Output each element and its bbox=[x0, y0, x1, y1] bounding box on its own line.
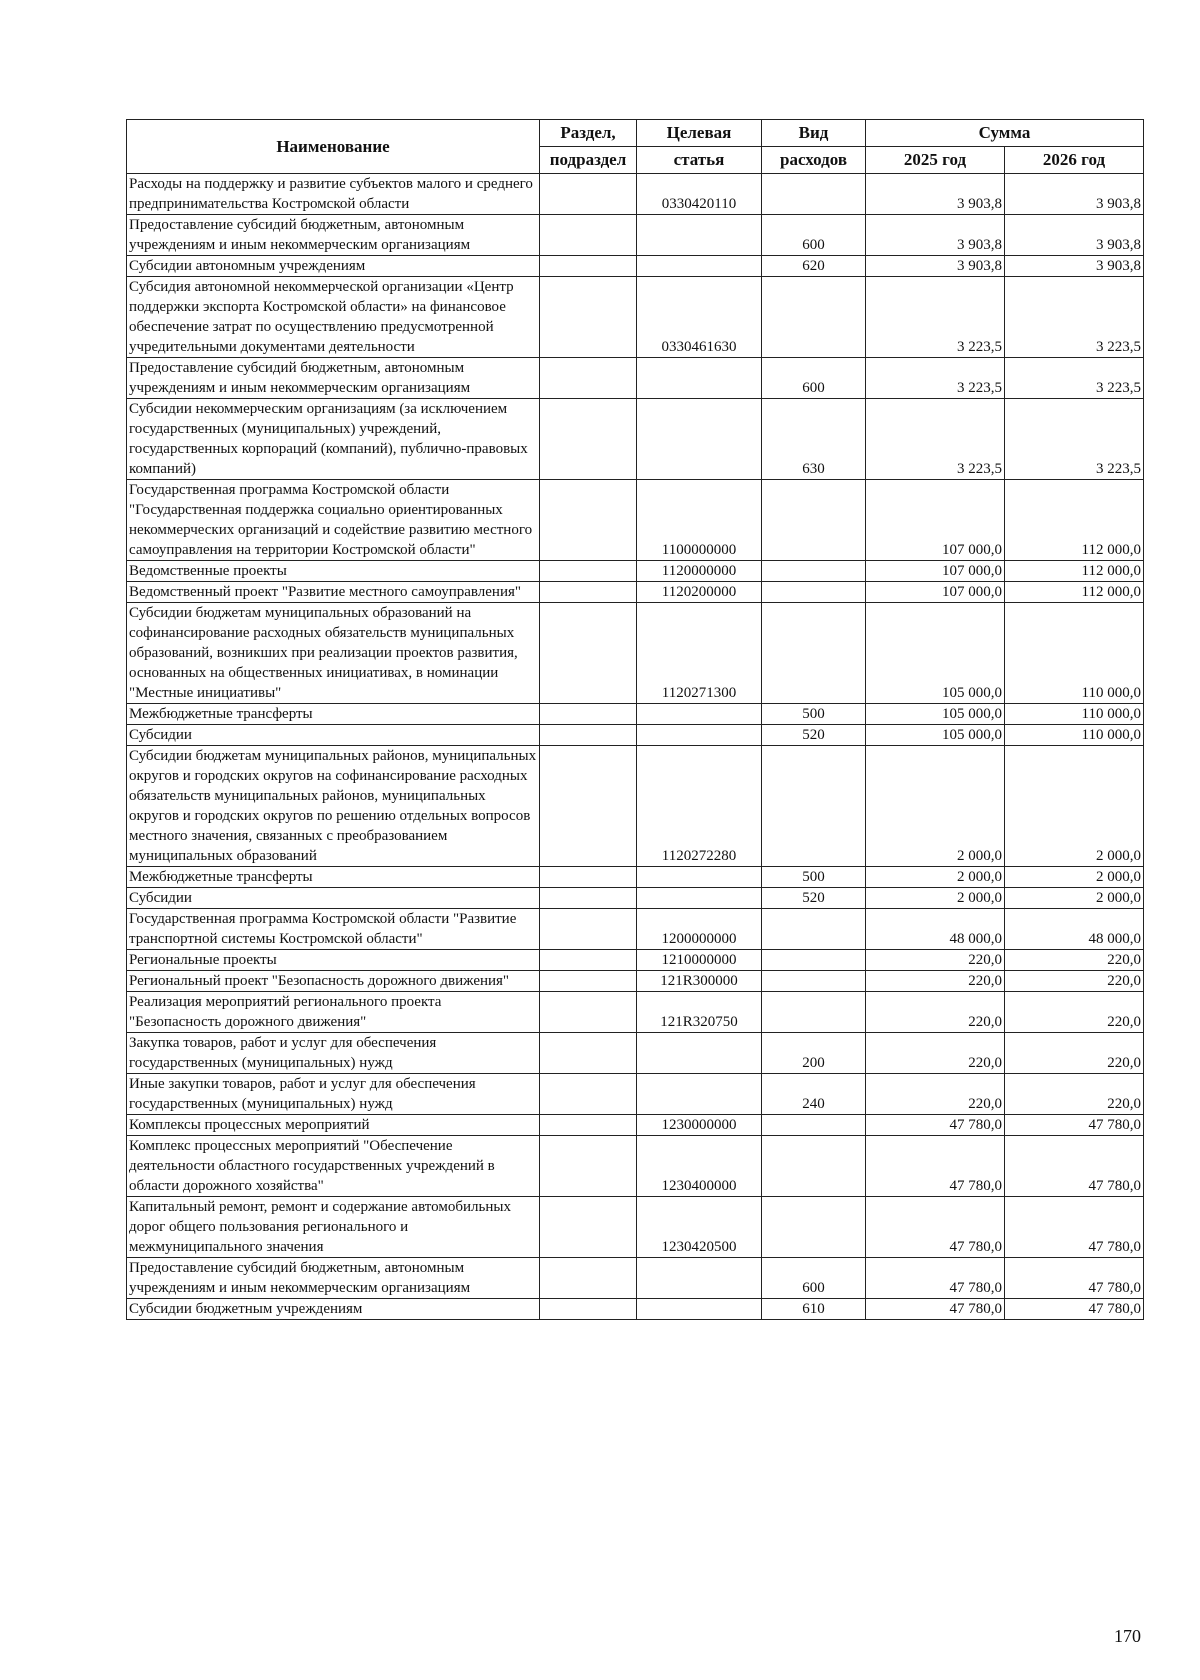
cell-target: 1120200000 bbox=[637, 582, 762, 603]
cell-2026: 112 000,0 bbox=[1005, 582, 1144, 603]
cell-section bbox=[540, 480, 637, 561]
cell-section bbox=[540, 1299, 637, 1320]
cell-kind: 520 bbox=[762, 888, 866, 909]
cell-kind bbox=[762, 480, 866, 561]
cell-name: Реализация мероприятий регионального проекта "Безопасность дорожного движения" bbox=[127, 992, 540, 1033]
cell-2026: 220,0 bbox=[1005, 1074, 1144, 1115]
table-row bbox=[127, 1258, 1144, 1299]
table-row bbox=[127, 888, 1144, 909]
cell-name: Расходы на поддержку и развитие субъектов малого и среднего предпринимательства Костромской области bbox=[127, 174, 540, 215]
table-row bbox=[127, 1074, 1144, 1115]
table-row bbox=[127, 725, 1144, 746]
cell-2026: 3 903,8 bbox=[1005, 174, 1144, 215]
cell-section bbox=[540, 725, 637, 746]
cell-2026: 3 223,5 bbox=[1005, 399, 1144, 480]
cell-kind: 600 bbox=[762, 358, 866, 399]
cell-target bbox=[637, 1033, 762, 1074]
cell-2026: 2 000,0 bbox=[1005, 746, 1144, 867]
cell-2026: 220,0 bbox=[1005, 971, 1144, 992]
table-row bbox=[127, 867, 1144, 888]
cell-2026: 3 903,8 bbox=[1005, 215, 1144, 256]
cell-section bbox=[540, 971, 637, 992]
cell-section bbox=[540, 1197, 637, 1258]
cell-2025: 220,0 bbox=[866, 971, 1005, 992]
cell-kind bbox=[762, 561, 866, 582]
cell-section bbox=[540, 704, 637, 725]
cell-target bbox=[637, 256, 762, 277]
cell-target bbox=[637, 399, 762, 480]
cell-name: Субсидия автономной некоммерческой организации «Центр поддержки экспорта Костромской области» на финансовое обеспечение затрат по осуществлению предусмотренной учредительными документами деятельности bbox=[127, 277, 540, 358]
cell-2025: 220,0 bbox=[866, 992, 1005, 1033]
header-kind-line2: расходов bbox=[762, 147, 866, 174]
cell-section bbox=[540, 174, 637, 215]
cell-target: 0330461630 bbox=[637, 277, 762, 358]
cell-kind bbox=[762, 950, 866, 971]
cell-2026: 48 000,0 bbox=[1005, 909, 1144, 950]
cell-2026: 3 223,5 bbox=[1005, 277, 1144, 358]
cell-kind: 200 bbox=[762, 1033, 866, 1074]
header-year-2025: 2025 год bbox=[866, 147, 1005, 174]
table-row bbox=[127, 1136, 1144, 1197]
table-row bbox=[127, 561, 1144, 582]
table-row bbox=[127, 174, 1144, 215]
cell-kind bbox=[762, 1115, 866, 1136]
header-sum: Сумма bbox=[866, 120, 1144, 147]
cell-2025: 47 780,0 bbox=[866, 1197, 1005, 1258]
table-row bbox=[127, 399, 1144, 480]
cell-section bbox=[540, 603, 637, 704]
header-year-2026: 2026 год bbox=[1005, 147, 1144, 174]
table-row bbox=[127, 746, 1144, 867]
table-row bbox=[127, 1299, 1144, 1320]
cell-2026: 112 000,0 bbox=[1005, 561, 1144, 582]
header-section-line1: Раздел, bbox=[540, 120, 637, 147]
cell-kind bbox=[762, 277, 866, 358]
table-row bbox=[127, 277, 1144, 358]
cell-name: Региональные проекты bbox=[127, 950, 540, 971]
cell-section bbox=[540, 1074, 637, 1115]
table-row bbox=[127, 1115, 1144, 1136]
cell-target bbox=[637, 358, 762, 399]
cell-kind bbox=[762, 992, 866, 1033]
cell-2025: 3 223,5 bbox=[866, 358, 1005, 399]
cell-2026: 47 780,0 bbox=[1005, 1197, 1144, 1258]
cell-name: Предоставление субсидий бюджетным, автономным учреждениям и иным некоммерческим организациям bbox=[127, 1258, 540, 1299]
cell-2026: 3 903,8 bbox=[1005, 256, 1144, 277]
cell-target: 121R320750 bbox=[637, 992, 762, 1033]
table-row bbox=[127, 256, 1144, 277]
cell-2025: 105 000,0 bbox=[866, 603, 1005, 704]
cell-target: 121R300000 bbox=[637, 971, 762, 992]
cell-2025: 220,0 bbox=[866, 1074, 1005, 1115]
cell-2026: 110 000,0 bbox=[1005, 704, 1144, 725]
cell-target: 0330420110 bbox=[637, 174, 762, 215]
cell-2025: 105 000,0 bbox=[866, 725, 1005, 746]
table-row bbox=[127, 603, 1144, 704]
cell-kind bbox=[762, 1197, 866, 1258]
table-row bbox=[127, 971, 1144, 992]
table-header bbox=[127, 120, 1144, 174]
table-row bbox=[127, 480, 1144, 561]
cell-kind bbox=[762, 909, 866, 950]
cell-name: Предоставление субсидий бюджетным, автономным учреждениям и иным некоммерческим организациям bbox=[127, 358, 540, 399]
table-row bbox=[127, 215, 1144, 256]
cell-2026: 47 780,0 bbox=[1005, 1136, 1144, 1197]
cell-section bbox=[540, 256, 637, 277]
cell-name: Капитальный ремонт, ремонт и содержание автомобильных дорог общего пользования регионального и межмуниципального значения bbox=[127, 1197, 540, 1258]
cell-2025: 220,0 bbox=[866, 1033, 1005, 1074]
cell-2026: 47 780,0 bbox=[1005, 1115, 1144, 1136]
cell-name: Предоставление субсидий бюджетным, автономным учреждениям и иным некоммерческим организациям bbox=[127, 215, 540, 256]
cell-section bbox=[540, 992, 637, 1033]
cell-2026: 110 000,0 bbox=[1005, 603, 1144, 704]
header-kind-line1: Вид bbox=[762, 120, 866, 147]
table-row bbox=[127, 950, 1144, 971]
cell-section bbox=[540, 358, 637, 399]
cell-kind: 600 bbox=[762, 1258, 866, 1299]
cell-2025: 2 000,0 bbox=[866, 867, 1005, 888]
cell-2025: 3 903,8 bbox=[866, 215, 1005, 256]
header-target-line1: Целевая bbox=[637, 120, 762, 147]
cell-target: 1230000000 bbox=[637, 1115, 762, 1136]
cell-target bbox=[637, 867, 762, 888]
header-name: Наименование bbox=[127, 120, 540, 174]
cell-name: Комплексы процессных мероприятий bbox=[127, 1115, 540, 1136]
cell-2025: 47 780,0 bbox=[866, 1258, 1005, 1299]
cell-2025: 3 903,8 bbox=[866, 174, 1005, 215]
cell-2025: 3 223,5 bbox=[866, 277, 1005, 358]
cell-target: 1120272280 bbox=[637, 746, 762, 867]
cell-2026: 2 000,0 bbox=[1005, 888, 1144, 909]
cell-2026: 112 000,0 bbox=[1005, 480, 1144, 561]
cell-kind bbox=[762, 603, 866, 704]
cell-name: Межбюджетные трансферты bbox=[127, 704, 540, 725]
table-row bbox=[127, 1033, 1144, 1074]
cell-2026: 3 223,5 bbox=[1005, 358, 1144, 399]
cell-2025: 220,0 bbox=[866, 950, 1005, 971]
cell-2026: 2 000,0 bbox=[1005, 867, 1144, 888]
cell-section bbox=[540, 399, 637, 480]
table-row bbox=[127, 909, 1144, 950]
cell-2025: 107 000,0 bbox=[866, 480, 1005, 561]
cell-2026: 110 000,0 bbox=[1005, 725, 1144, 746]
cell-2025: 2 000,0 bbox=[866, 746, 1005, 867]
cell-2026: 220,0 bbox=[1005, 1033, 1144, 1074]
cell-2025: 3 223,5 bbox=[866, 399, 1005, 480]
cell-section bbox=[540, 746, 637, 867]
table-row bbox=[127, 992, 1144, 1033]
cell-2025: 47 780,0 bbox=[866, 1299, 1005, 1320]
cell-2025: 107 000,0 bbox=[866, 561, 1005, 582]
cell-2025: 107 000,0 bbox=[866, 582, 1005, 603]
cell-section bbox=[540, 561, 637, 582]
cell-name: Субсидии бюджетам муниципальных образований на софинансирование расходных обязательств муниципальных образований, возникших при реализации проектов развития, основанных на общественных инициативах, в номинации "Местные инициативы" bbox=[127, 603, 540, 704]
cell-kind bbox=[762, 1136, 866, 1197]
cell-target bbox=[637, 215, 762, 256]
cell-kind bbox=[762, 971, 866, 992]
cell-kind: 620 bbox=[762, 256, 866, 277]
cell-name: Субсидии bbox=[127, 888, 540, 909]
table-row bbox=[127, 582, 1144, 603]
cell-name: Государственная программа Костромской области "Государственная поддержка социально ориентированных некоммерческих организаций и содействие развитию местного самоуправления на территории Костромской области" bbox=[127, 480, 540, 561]
cell-target: 1210000000 bbox=[637, 950, 762, 971]
cell-kind: 500 bbox=[762, 867, 866, 888]
cell-name: Субсидии некоммерческим организациям (за исключением государственных (муниципальных) учреждений, государственных корпораций (компаний), публично-правовых компаний) bbox=[127, 399, 540, 480]
cell-2026: 47 780,0 bbox=[1005, 1258, 1144, 1299]
cell-2025: 2 000,0 bbox=[866, 888, 1005, 909]
cell-section bbox=[540, 1033, 637, 1074]
cell-target: 1200000000 bbox=[637, 909, 762, 950]
cell-2026: 220,0 bbox=[1005, 992, 1144, 1033]
table-body bbox=[127, 174, 1144, 1320]
cell-kind: 600 bbox=[762, 215, 866, 256]
cell-section bbox=[540, 888, 637, 909]
page-number: 170 bbox=[1114, 1626, 1141, 1646]
cell-kind: 500 bbox=[762, 704, 866, 725]
cell-section bbox=[540, 215, 637, 256]
cell-name: Субсидии бюджетным учреждениям bbox=[127, 1299, 540, 1320]
cell-target bbox=[637, 704, 762, 725]
cell-name: Иные закупки товаров, работ и услуг для обеспечения государственных (муниципальных) нужд bbox=[127, 1074, 540, 1115]
header-target-line2: статья bbox=[637, 147, 762, 174]
cell-target: 1120271300 bbox=[637, 603, 762, 704]
cell-2026: 220,0 bbox=[1005, 950, 1144, 971]
table-row bbox=[127, 704, 1144, 725]
cell-section bbox=[540, 950, 637, 971]
table-row bbox=[127, 1197, 1144, 1258]
cell-2025: 47 780,0 bbox=[866, 1136, 1005, 1197]
cell-target bbox=[637, 1074, 762, 1115]
cell-kind: 610 bbox=[762, 1299, 866, 1320]
cell-name: Региональный проект "Безопасность дорожного движения" bbox=[127, 971, 540, 992]
cell-target bbox=[637, 1258, 762, 1299]
cell-name: Межбюджетные трансферты bbox=[127, 867, 540, 888]
cell-target bbox=[637, 1299, 762, 1320]
cell-2026: 47 780,0 bbox=[1005, 1299, 1144, 1320]
cell-name: Субсидии автономным учреждениям bbox=[127, 256, 540, 277]
cell-kind bbox=[762, 582, 866, 603]
cell-section bbox=[540, 277, 637, 358]
cell-section bbox=[540, 909, 637, 950]
cell-target: 1100000000 bbox=[637, 480, 762, 561]
cell-kind bbox=[762, 746, 866, 867]
cell-kind bbox=[762, 174, 866, 215]
cell-name: Субсидии бюджетам муниципальных районов, муниципальных округов и городских округов на софинансирование расходных обязательств муниципальных районов, муниципальных округов и городских округов по решению отдельных вопросов местного значения, связанных с преобразованием муниципальных образований bbox=[127, 746, 540, 867]
cell-target: 1230420500 bbox=[637, 1197, 762, 1258]
cell-2025: 105 000,0 bbox=[866, 704, 1005, 725]
cell-name: Субсидии bbox=[127, 725, 540, 746]
cell-target: 1120000000 bbox=[637, 561, 762, 582]
cell-name: Закупка товаров, работ и услуг для обеспечения государственных (муниципальных) нужд bbox=[127, 1033, 540, 1074]
cell-target bbox=[637, 725, 762, 746]
cell-name: Комплекс процессных мероприятий "Обеспечение деятельности областного государственных учреждений в области дорожного хозяйства" bbox=[127, 1136, 540, 1197]
cell-section bbox=[540, 582, 637, 603]
cell-name: Ведомственные проекты bbox=[127, 561, 540, 582]
header-section-line2: подраздел bbox=[540, 147, 637, 174]
cell-name: Государственная программа Костромской области "Развитие транспортной системы Костромской области" bbox=[127, 909, 540, 950]
cell-target bbox=[637, 888, 762, 909]
cell-target: 1230400000 bbox=[637, 1136, 762, 1197]
cell-2025: 48 000,0 bbox=[866, 909, 1005, 950]
budget-table bbox=[126, 119, 1144, 1320]
cell-2025: 3 903,8 bbox=[866, 256, 1005, 277]
cell-section bbox=[540, 1136, 637, 1197]
table-row bbox=[127, 358, 1144, 399]
cell-kind: 520 bbox=[762, 725, 866, 746]
cell-name: Ведомственный проект "Развитие местного самоуправления" bbox=[127, 582, 540, 603]
cell-2025: 47 780,0 bbox=[866, 1115, 1005, 1136]
cell-section bbox=[540, 1115, 637, 1136]
cell-kind: 240 bbox=[762, 1074, 866, 1115]
cell-kind: 630 bbox=[762, 399, 866, 480]
cell-section bbox=[540, 867, 637, 888]
cell-section bbox=[540, 1258, 637, 1299]
